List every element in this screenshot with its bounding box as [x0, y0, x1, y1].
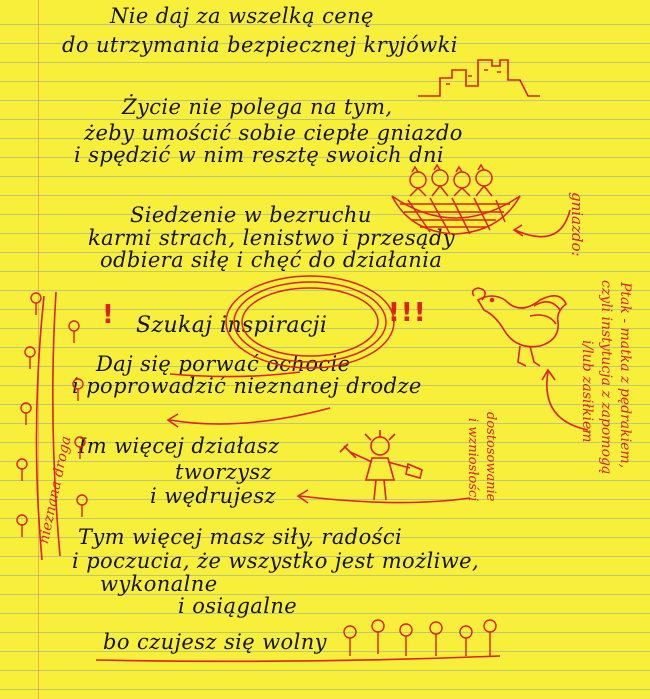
note-nest: gniazdo:: [568, 192, 586, 257]
poem-line-6: Siedzenie w bezruchu: [130, 203, 372, 227]
girl-doodle: [340, 430, 422, 500]
bird-arrow: [547, 372, 588, 430]
note-unknown-path: nieznana droga: [36, 434, 75, 546]
poem-line-1: Nie daj za wszelką cenę: [110, 4, 374, 28]
poem-line-18: bo czujesz się wolny: [103, 630, 327, 654]
note-tools-2: i wzniosłości: [465, 418, 480, 502]
poem-line-12: tworzysz: [175, 460, 273, 484]
poem-line-16: wykonalne: [100, 572, 218, 596]
note-bird-1: Ptak - matka z pędrakiem,: [617, 282, 633, 469]
bird-doodle: [473, 288, 566, 366]
poem-line-14: Tym więcej masz siły, radości: [78, 525, 403, 549]
left-flowers: [17, 293, 87, 537]
castle-doodle: [418, 60, 540, 96]
poem-line-8: odbiera siłę i chęć do działania: [100, 248, 443, 272]
nest-arrow: [515, 210, 570, 237]
poem-line-10: i poprowadzić nieznanej drodze: [72, 374, 422, 398]
poem-line-15: i poczucia, że wszystko jest możliwe,: [72, 549, 480, 573]
exclamation-left: !: [102, 300, 114, 330]
poem-line-9: Daj się porwać ochocie: [96, 352, 351, 376]
note-bird-2: czyli instytucja z zapomogą: [598, 280, 614, 475]
underline-daj: [170, 372, 300, 377]
inspire-heading: Szukaj inspiracji: [136, 313, 328, 338]
path-doodle: [36, 292, 60, 560]
poem-line-13: i wędrujesz: [150, 484, 276, 508]
exclamation-right: !!!: [388, 298, 427, 328]
poem-line-11: Im więcej działasz: [78, 434, 280, 458]
ground-line: [96, 656, 500, 661]
note-tools-1: dostosowanie: [483, 412, 498, 502]
poem-line-4: żeby umościć sobie ciepłe gniazdo: [84, 121, 463, 145]
bottom-flowers: [344, 620, 496, 656]
poem-line-7: karmi strach, lenistwo i przesądy: [88, 226, 456, 250]
sweep-arrow: [170, 408, 330, 424]
poem-line-2: do utrzymania bezpiecznej kryjówki: [62, 33, 458, 57]
nest-doodle: [392, 165, 520, 234]
poem-line-3: Życie nie polega na tym,: [122, 95, 393, 119]
inspiration-circles: [226, 276, 394, 368]
poem-line-5: i spędzić w nim resztę swoich dni: [74, 143, 444, 167]
poem-line-17: i osiągalne: [178, 594, 298, 618]
note-bird-3: i/lub zasiłkiem: [579, 340, 595, 443]
